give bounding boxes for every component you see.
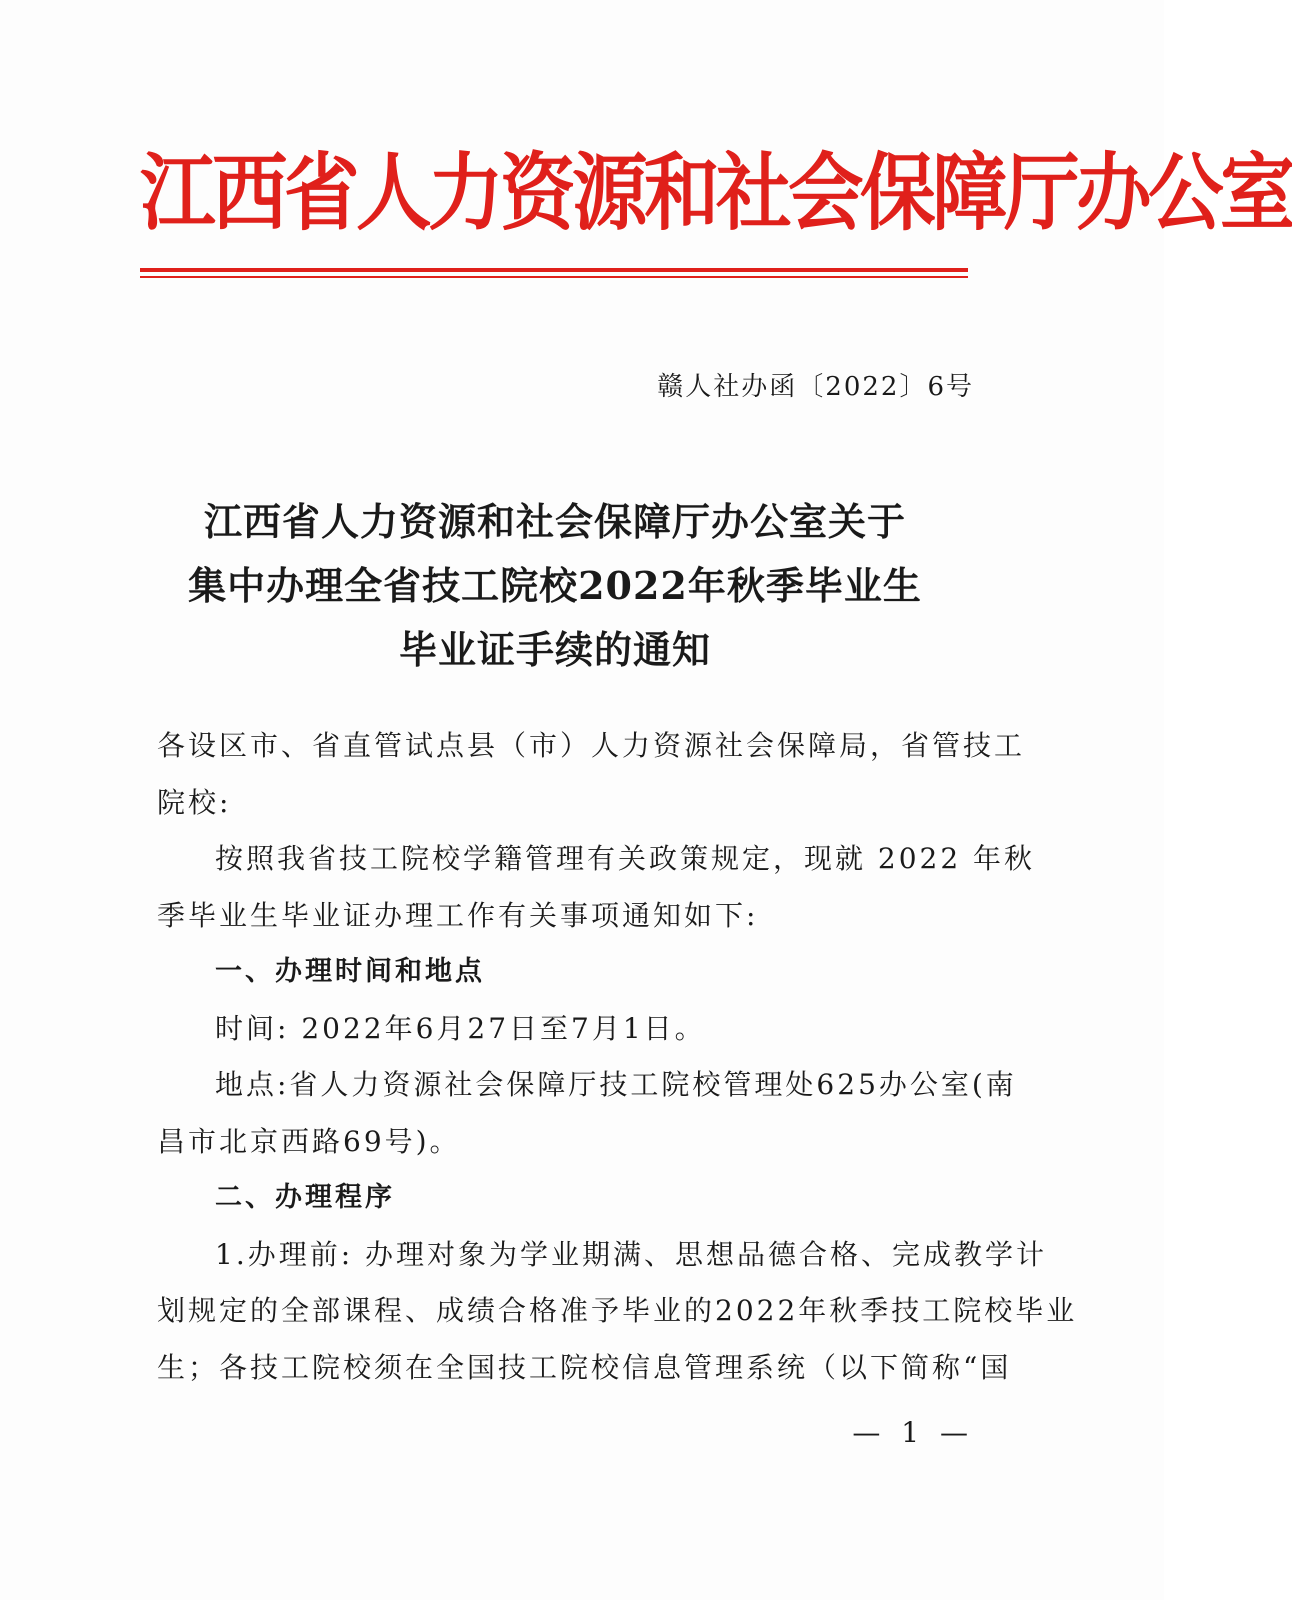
addressee-line: 各设区市、省直管试点县（市）人力资源社会保障局，省管技工 — [157, 729, 1026, 762]
procedure-paragraph-line: 1.办理前: 办理对象为学业期满、思想品德合格、完成教学计 — [215, 1237, 1048, 1271]
procedure-paragraph-line: 生；各技工院校须在全国技工院校信息管理系统（以下简称“国 — [157, 1350, 1012, 1384]
page-number: — 1 — — [852, 1416, 974, 1449]
document-title-line: 江西省人力资源和社会保障厅办公室关于 — [203, 499, 906, 544]
section-heading: 一、办理时间和地点 — [215, 956, 485, 987]
letterhead-red-rule-thick — [140, 268, 968, 272]
intro-paragraph-line: 按照我省技工院校学籍管理有关政策规定，现就 2022 年秋 — [215, 842, 1036, 875]
document-number: 赣人社办函〔2022〕6号 — [657, 372, 974, 402]
time-line: 时间: 2022年6月27日至7月1日。 — [215, 1011, 706, 1045]
section-heading: 二、办理程序 — [215, 1182, 395, 1213]
letterhead-title: 江西省人力资源和社会保障厅办公室 — [140, 144, 1292, 242]
letterhead-red-rule-thin — [140, 276, 968, 278]
document-body — [157, 718, 1078, 1396]
location-line: 地点:省人力资源社会保障厅技工院校管理处625办公室(南 — [215, 1068, 1017, 1101]
document-title — [140, 490, 970, 682]
location-line: 昌市北京西路69号)。 — [157, 1124, 461, 1158]
procedure-paragraph-line: 划规定的全部课程、成绩合格准予毕业的2022年秋季技工院校毕业 — [157, 1294, 1078, 1327]
addressee-line: 院校: — [157, 785, 232, 819]
document-title-line: 集中办理全省技工院校2022年秋季毕业生 — [188, 563, 922, 608]
document-title-line: 毕业证手续的通知 — [398, 627, 711, 672]
intro-paragraph-line: 季毕业生毕业证办理工作有关事项通知如下: — [157, 898, 759, 932]
